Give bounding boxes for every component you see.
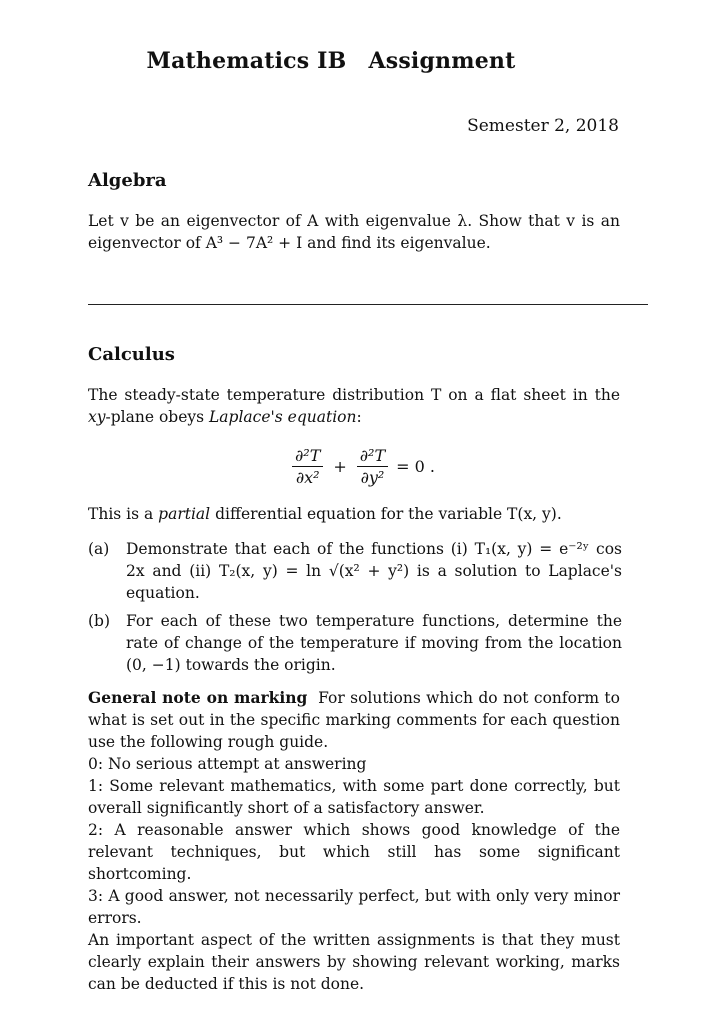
note-item: 3: A good answer, not necessarily perfect, but with only very minor errors. (88, 887, 620, 927)
partial-term: partial (158, 505, 211, 523)
pde-text-a: This is a (88, 505, 159, 523)
note-item: 0: No serious attempt at answering (88, 755, 367, 773)
part-label: (b) (88, 612, 111, 630)
denominator-y: ∂y² (360, 468, 385, 487)
part-label: (a) (88, 540, 110, 558)
note-intro (88, 687, 620, 753)
part-text: For each of these two temperature functions, determine the rate of change of the temperature if moving from the location (0, −1) towards the origin. (126, 612, 622, 674)
question-parts (88, 538, 622, 682)
algebra-line-2: eigenvector of A³ − 7A² + I and find its eigenvalue. (88, 234, 491, 252)
page-title (0, 48, 662, 74)
laplace-term: Laplace's equation (209, 408, 357, 426)
pde-statement (88, 503, 620, 525)
fraction-y (357, 446, 388, 487)
semester-label: Semester 2, 2018 (467, 116, 619, 136)
algebra-question (88, 210, 620, 254)
calculus-intro (88, 384, 620, 428)
plus-sign: + (333, 457, 347, 476)
algebra-line-1: Let v be an eigenvector of A with eigenvalue λ. Show that v is an (88, 212, 620, 230)
xy-symbol: xy (88, 408, 106, 426)
note-closing: An important aspect of the written assignments is that they must clearly explain their answers by showing relevant working, marks can be deducted if this is not done. (88, 931, 620, 993)
title-assignment: Assignment (368, 48, 516, 74)
equation-rhs: = 0 . (396, 457, 435, 476)
fraction-x (292, 446, 323, 487)
note-item: 1: Some relevant mathematics, with some part done correctly, but overall significantly short of a satisfactory answer. (88, 777, 620, 817)
plane-text: -plane obeys (105, 408, 210, 426)
pde-text-c: differential equation for the variable T(x, y). (210, 505, 562, 523)
list-item (88, 610, 622, 676)
title-subject: Mathematics IB (146, 48, 347, 74)
laplace-equation (288, 446, 435, 487)
colon: : (356, 408, 362, 426)
section-divider (88, 304, 648, 305)
note-heading: General note on marking (88, 688, 308, 707)
part-text: Demonstrate that each of the functions (i) T₁(x, y) = e⁻²ʸ cos 2x and (ii) T₂(x, y) = ln √(x² + y²) is a solution to Laplace's equation. (126, 540, 622, 602)
numerator-x: ∂²T (292, 446, 323, 467)
calculus-heading: Calculus (88, 344, 175, 365)
note-intro-text: For solutions which do not conform to what is set out in the specific marking comments for each question use the following rough guide. (88, 689, 620, 751)
list-item (88, 538, 622, 604)
marking-note (88, 687, 620, 995)
note-item: 2: A reasonable answer which shows good knowledge of the relevant techniques, but which still has some significant shortcoming. (88, 821, 620, 883)
algebra-heading: Algebra (88, 170, 167, 191)
calculus-intro-line-1: The steady-state temperature distribution T on a flat sheet in the (88, 386, 620, 404)
numerator-y: ∂²T (357, 446, 388, 467)
denominator-x: ∂x² (295, 468, 320, 487)
calculus-intro-line-2 (88, 406, 620, 428)
